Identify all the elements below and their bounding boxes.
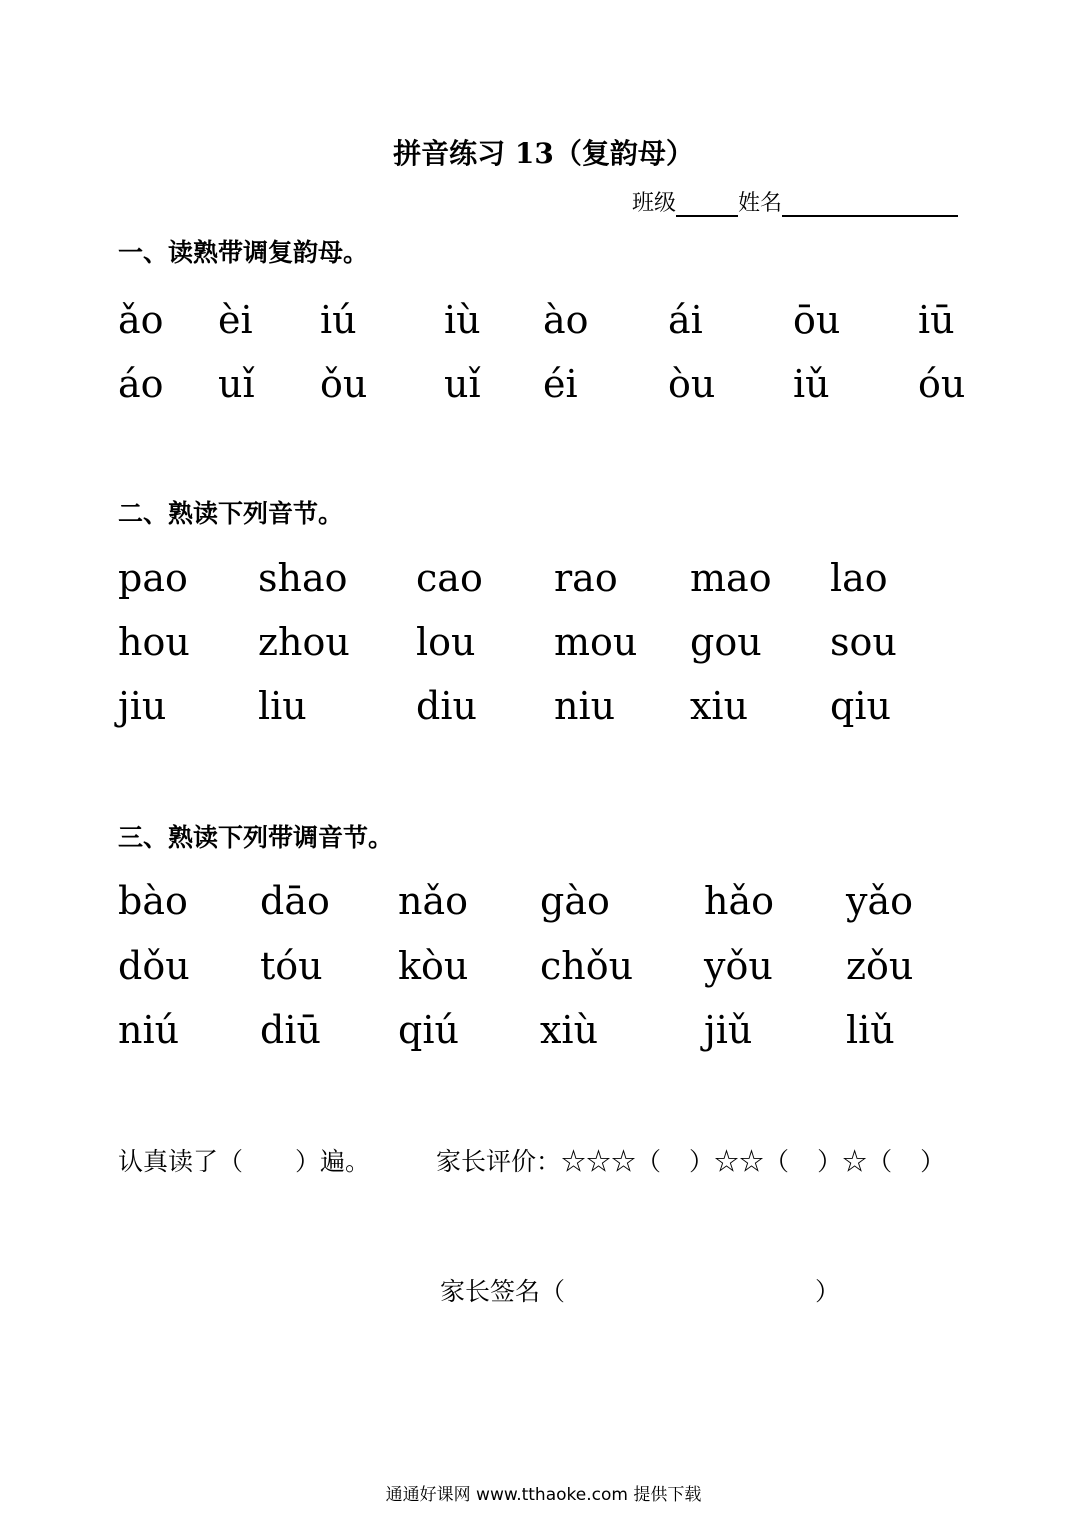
pinyin-syllable: xiu xyxy=(690,684,749,728)
pinyin-syllable: chǒu xyxy=(540,944,634,988)
read-prefix: 认真读了（ xyxy=(118,1147,244,1176)
parent-rating-label: 家长评价： xyxy=(436,1147,562,1176)
pinyin-syllable: óu xyxy=(918,362,966,406)
pinyin-row xyxy=(0,678,1087,734)
one-star-close: ） xyxy=(920,1147,946,1176)
pinyin-syllable: pao xyxy=(118,556,188,600)
footer-credit: 通通好课网 www.tthaoke.com 提供下载 xyxy=(385,1485,702,1505)
pinyin-syllable: iù xyxy=(444,298,481,342)
pinyin-syllable: sou xyxy=(830,620,897,664)
pinyin-syllable: mao xyxy=(690,556,772,600)
read-count xyxy=(118,1142,370,1178)
pinyin-syllable: lou xyxy=(416,620,476,664)
pinyin-syllable: xiù xyxy=(540,1008,599,1052)
name-blank[interactable] xyxy=(782,191,958,217)
pinyin-syllable: qiu xyxy=(830,684,891,728)
pinyin-syllable: liu xyxy=(258,684,307,728)
pinyin-row xyxy=(0,938,1087,994)
pinyin-syllable: diu xyxy=(416,684,477,728)
signature-suffix: ） xyxy=(815,1277,841,1306)
pinyin-syllable: òu xyxy=(668,362,716,406)
parent-signature-line xyxy=(440,1272,840,1308)
pinyin-syllable: shao xyxy=(258,556,348,600)
pinyin-syllable: ǒu xyxy=(320,362,368,406)
class-label: 班级 xyxy=(632,191,677,216)
pinyin-syllable: iú xyxy=(320,298,357,342)
pinyin-syllable: dǒu xyxy=(118,944,190,988)
section2-heading: 二、熟读下列音节。 xyxy=(118,499,344,528)
pinyin-syllable: lao xyxy=(830,556,888,600)
pinyin-row xyxy=(0,873,1087,929)
pinyin-syllable: yǒu xyxy=(704,944,773,988)
two-star-option: ☆☆（ xyxy=(714,1147,790,1176)
pinyin-syllable: liǔ xyxy=(846,1008,895,1052)
section1-heading: 一、读熟带调复韵母。 xyxy=(118,238,369,267)
pinyin-syllable: ōu xyxy=(793,298,841,342)
pinyin-row xyxy=(0,550,1087,606)
pinyin-syllable: cao xyxy=(416,556,483,600)
pinyin-syllable: jiu xyxy=(118,684,167,728)
pinyin-syllable: niu xyxy=(554,684,616,728)
pinyin-syllable: tóu xyxy=(260,944,323,988)
pinyin-syllable: iǔ xyxy=(793,362,830,406)
pinyin-syllable: mou xyxy=(554,620,638,664)
section3-heading: 三、熟读下列带调音节。 xyxy=(118,823,394,852)
pinyin-row xyxy=(0,1002,1087,1058)
pinyin-syllable: bào xyxy=(118,879,188,923)
pinyin-syllable: ào xyxy=(543,298,589,342)
pinyin-syllable: hǎo xyxy=(704,879,775,923)
name-label: 姓名 xyxy=(738,191,783,216)
pinyin-syllable: dāo xyxy=(260,879,330,923)
pinyin-syllable: ǎo xyxy=(118,298,164,342)
pinyin-syllable: zhou xyxy=(258,620,350,664)
pinyin-syllable: gào xyxy=(540,879,610,923)
pinyin-syllable: áo xyxy=(118,362,164,406)
pinyin-syllable: éi xyxy=(543,362,578,406)
pinyin-syllable: yǎo xyxy=(846,879,914,923)
pinyin-syllable: kòu xyxy=(398,944,469,988)
pinyin-syllable: zǒu xyxy=(846,944,914,988)
class-name-fields xyxy=(632,186,958,217)
pinyin-syllable: iū xyxy=(918,298,955,342)
pinyin-syllable: qiú xyxy=(398,1008,459,1052)
class-blank[interactable] xyxy=(676,191,738,217)
pinyin-syllable: uǐ xyxy=(444,362,481,406)
signature-prefix: 家长签名（ xyxy=(440,1277,566,1306)
pinyin-row xyxy=(0,292,1087,348)
one-star-option: ☆（ xyxy=(842,1147,893,1176)
three-star-option: ☆☆☆（ xyxy=(561,1147,662,1176)
read-suffix: ）遍。 xyxy=(295,1147,371,1176)
pinyin-syllable: diū xyxy=(260,1008,321,1052)
pinyin-syllable: nǎo xyxy=(398,879,469,923)
pinyin-syllable: jiǔ xyxy=(704,1008,753,1052)
pinyin-row xyxy=(0,356,1087,412)
pinyin-syllable: niú xyxy=(118,1008,180,1052)
parent-rating xyxy=(436,1142,945,1178)
pinyin-syllable: rao xyxy=(554,556,618,600)
pinyin-syllable: gou xyxy=(690,620,762,664)
pinyin-syllable: ái xyxy=(668,298,703,342)
pinyin-row xyxy=(0,614,1087,670)
three-star-close: ） xyxy=(689,1147,715,1176)
two-star-close: ） xyxy=(817,1147,843,1176)
pinyin-syllable: hou xyxy=(118,620,190,664)
pinyin-syllable: uǐ xyxy=(218,362,255,406)
pinyin-syllable: èi xyxy=(218,298,253,342)
page-title: 拼音练习 13（复韵母） xyxy=(393,137,694,170)
